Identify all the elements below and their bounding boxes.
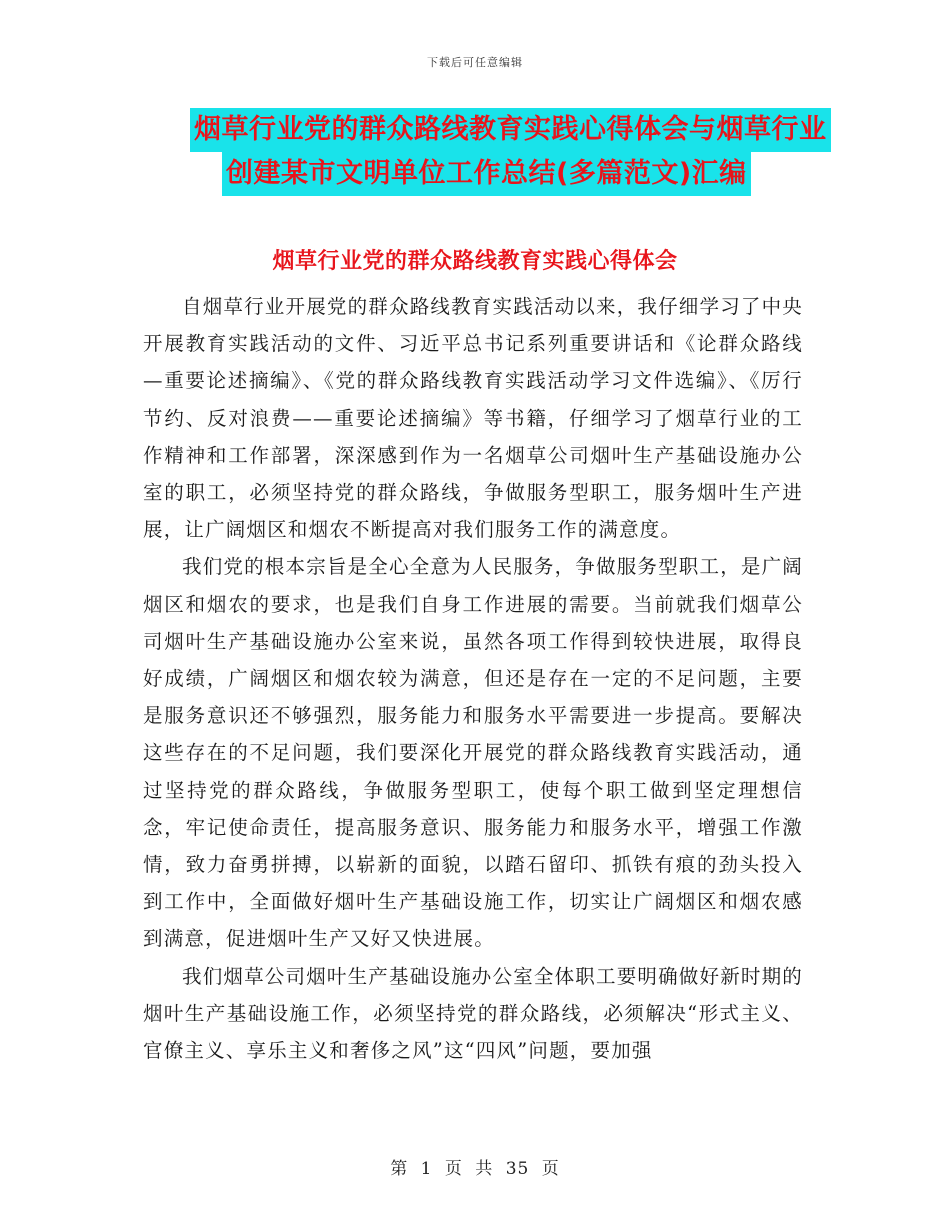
document-title [190, 108, 830, 196]
paragraph-2: 我们党的根本宗旨是全心全意为人民服务，争做服务型职工，是广阔烟区和烟农的要求，也是我们自身工作进展的需要。当前就我们烟草公司烟叶生产基础设施办公室来说，虽然各项工作得到较快进展，取得良好成绩，广阔烟区和烟农较为满意，但还是存在一定的不足问题，主要是服务意识还不够强烈，服务能力和服务水平需要进一步提高。要解决这些存在的不足问题，我们要深化开展党的群众路线教育实践活动，通过坚持党的群众路线，争做服务型职工，使每个职工做到坚定理想信念，牢记使命责任，提高服务意识、服务能力和服务水平，增强工作激情，致力奋勇拼搏，以崭新的面貌，以踏石留印、抓铁有痕的劲头投入到工作中，全面做好烟叶生产基础设施工作，切实让广阔烟区和烟农感到满意，促进烟叶生产又好又快进展。 [143, 555, 804, 951]
document-title-line-2: 创建某市文明单位工作总结(多篇范文)汇编 [222, 152, 751, 196]
header-note: 下载后可任意编辑 [427, 56, 523, 69]
paragraph-3: 我们烟草公司烟叶生产基础设施办公室全体职工要明确做好新时期的烟叶生产基础设施工作，必须坚持党的群众路线，必须解决“形式主义、官僚主义、享乐主义和奢侈之风”这“四风”问题，要加强 [143, 964, 804, 1063]
document-title-line-1: 烟草行业党的群众路线教育实践心得体会与烟草行业 [190, 108, 831, 152]
paragraph-1: 自烟草行业开展党的群众路线教育实践活动以来，我仔细学习了中央开展教育实践活动的文件、习近平总书记系列重要讲话和《论群众路线—重要论述摘编》、《党的群众路线教育实践活动学习文件选编》、《厉行节约、反对浪费——重要论述摘编》等书籍，仔细学习了烟草行业的工作精神和工作部署，深深感到作为一名烟草公司烟叶生产基础设施办公室的职工，必须坚持党的群众路线，争做服务型职工，服务烟叶生产进展，让广阔烟区和烟农不断提高对我们服务工作的满意度。 [143, 295, 804, 542]
document-body [143, 288, 803, 1069]
page-footer: 第 1 页 共 35 页 [390, 1159, 560, 1179]
section-title: 烟草行业党的群众路线教育实践心得体会 [272, 249, 678, 274]
